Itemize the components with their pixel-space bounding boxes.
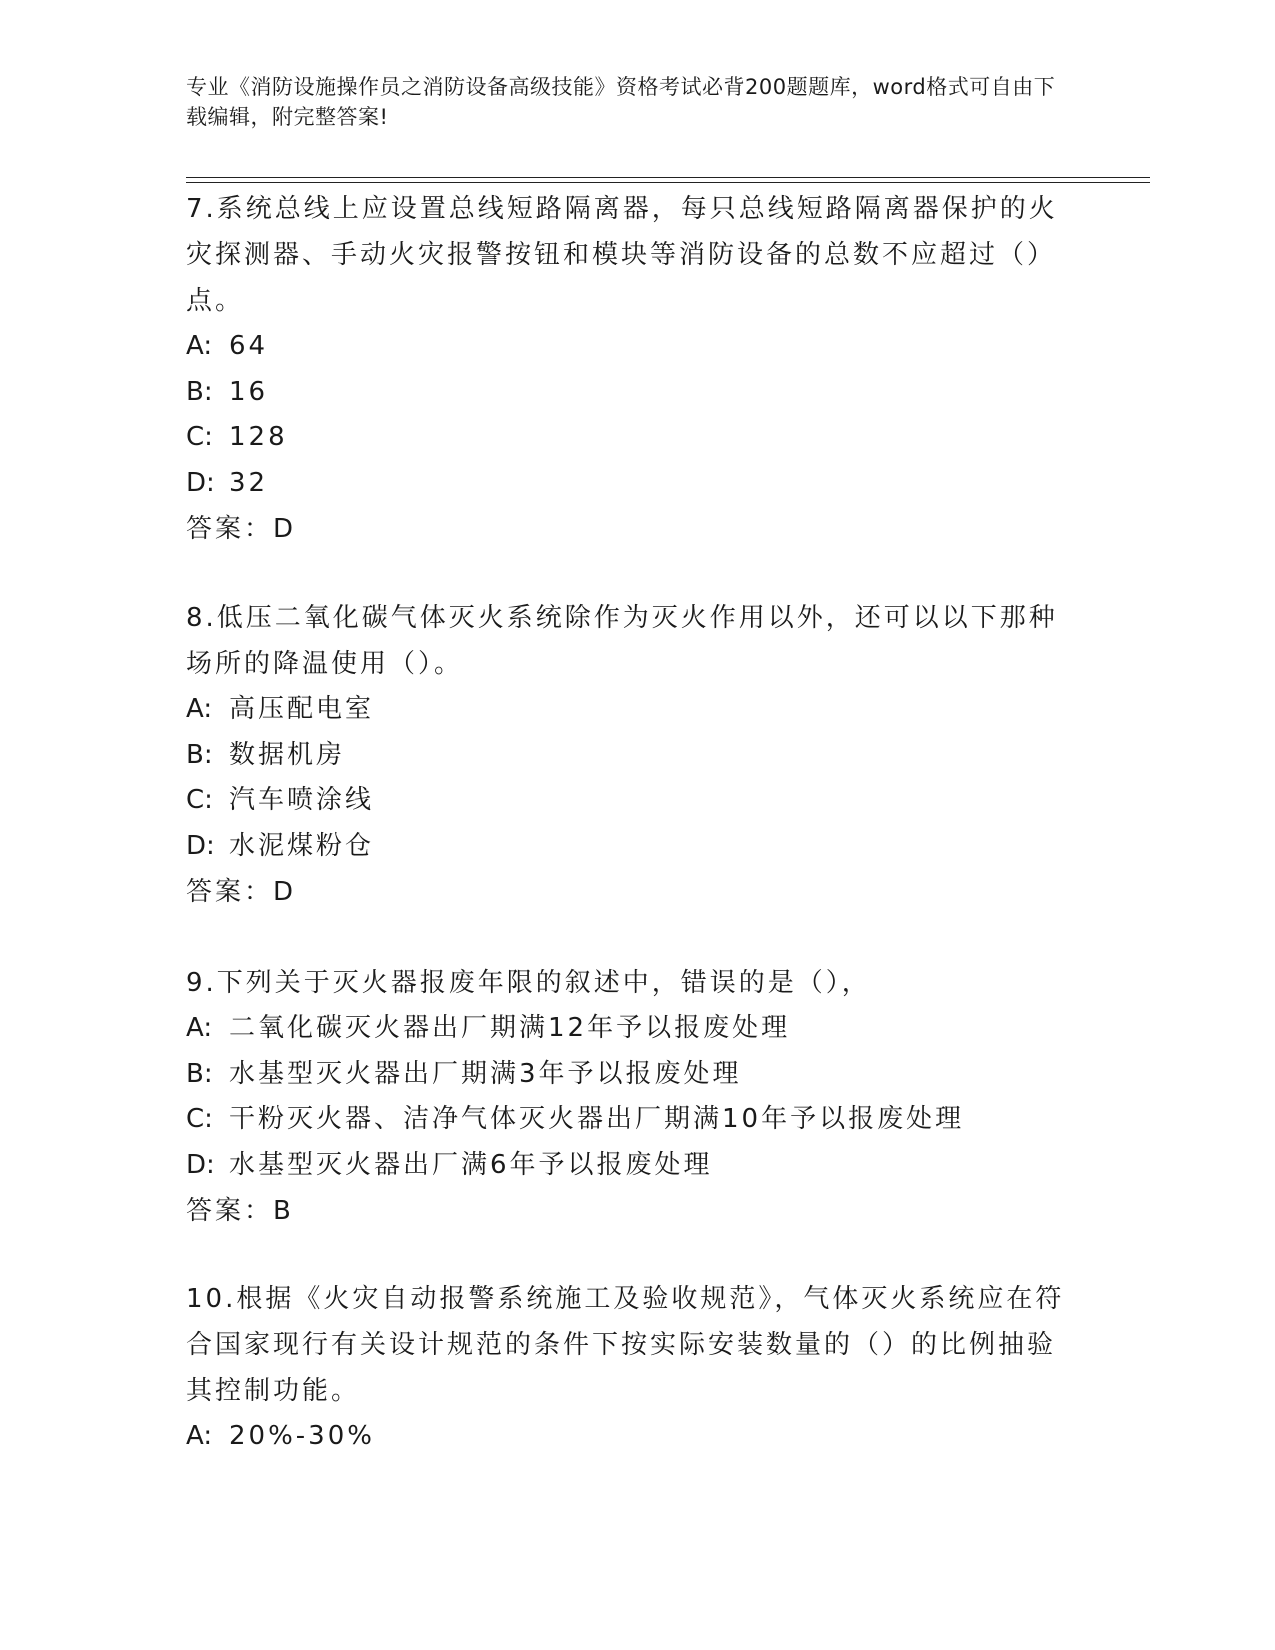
option-text: 二氧化碳灭火器出厂期满12年予以报废处理 (229, 1013, 791, 1043)
answer-label: 答案： (186, 1196, 274, 1226)
question-text: 8.低压二氧化碳气体灭火系统除作为灭火作用以外，还可以以下那种场所的降温使用（）。 (186, 603, 1058, 679)
option-text: 16 (229, 376, 269, 407)
answer-label: 答案： (186, 514, 274, 544)
option-b (186, 370, 1066, 416)
option-text: 干粉灭火器、洁净气体灭火器出厂期满10年予以报废处理 (229, 1104, 965, 1134)
answer-value: D (273, 877, 294, 907)
header-divider-top (186, 177, 1150, 178)
option-letter: D: (186, 1149, 215, 1180)
option-letter: C: (186, 785, 213, 815)
option-text: 20%-30% (229, 1421, 375, 1451)
answer-value: B (273, 1196, 291, 1226)
question-8 (186, 595, 1066, 915)
option-letter: D: (186, 830, 215, 861)
option-text: 64 (229, 331, 269, 361)
option-text: 32 (229, 467, 269, 498)
option-letter: A: (186, 1013, 213, 1043)
option-letter: C: (186, 422, 213, 452)
answer-line (186, 869, 1066, 915)
option-letter: A: (186, 694, 213, 724)
option-a (186, 1414, 1066, 1460)
option-b (186, 1052, 1066, 1098)
option-letter: B: (186, 739, 213, 770)
option-text: 水基型灭火器出厂期满3年予以报废处理 (229, 1058, 742, 1089)
option-c (186, 778, 1066, 824)
answer-line (186, 1188, 1066, 1234)
option-text: 128 (229, 422, 288, 452)
option-text: 汽车喷涂线 (229, 785, 375, 815)
option-text: 水泥煤粉仓 (229, 830, 375, 861)
option-d (186, 461, 1066, 507)
question-9 (186, 960, 1066, 1234)
option-b (186, 733, 1066, 779)
question-7 (186, 186, 1066, 552)
option-letter: A: (186, 331, 213, 361)
option-text: 数据机房 (229, 739, 346, 770)
header-divider-bottom (186, 182, 1150, 183)
answer-label: 答案： (186, 877, 274, 907)
option-list (186, 687, 1066, 869)
option-text: 高压配电室 (229, 694, 375, 724)
question-10 (186, 1276, 1066, 1460)
option-letter: B: (186, 1058, 213, 1089)
option-letter: A: (186, 1421, 213, 1451)
option-a (186, 1006, 1066, 1052)
question-text: 9.下列关于灭火器报废年限的叙述中，错误的是（）， (186, 968, 871, 998)
answer-value: D (273, 514, 294, 544)
option-list (186, 1006, 1066, 1188)
option-a (186, 687, 1066, 733)
option-letter: B: (186, 376, 213, 407)
option-c (186, 415, 1066, 461)
answer-line (186, 506, 1066, 552)
option-list (186, 324, 1066, 506)
option-letter: C: (186, 1104, 213, 1134)
option-c (186, 1097, 1066, 1143)
question-text: 7.系统总线上应设置总线短路隔离器，每只总线短路隔离器保护的火灾探测器、手动火灾报警按钮和模块等消防设备的总数不应超过（）点。 (186, 194, 1058, 316)
option-letter: D: (186, 467, 215, 498)
option-a (186, 324, 1066, 370)
option-d (186, 1143, 1066, 1189)
option-list (186, 1414, 1066, 1460)
question-text: 10.根据《火灾自动报警系统施工及验收规范》，气体灭火系统应在符合国家现行有关设计规范的条件下按实际安装数量的（）的比例抽验其控制功能。 (186, 1284, 1065, 1406)
option-d (186, 824, 1066, 870)
option-text: 水基型灭火器出厂满6年予以报废处理 (229, 1149, 713, 1180)
document-header: 专业《消防设施操作员之消防设备高级技能》资格考试必背200题题库，word格式可自由下载编辑，附完整答案! (186, 75, 1056, 129)
